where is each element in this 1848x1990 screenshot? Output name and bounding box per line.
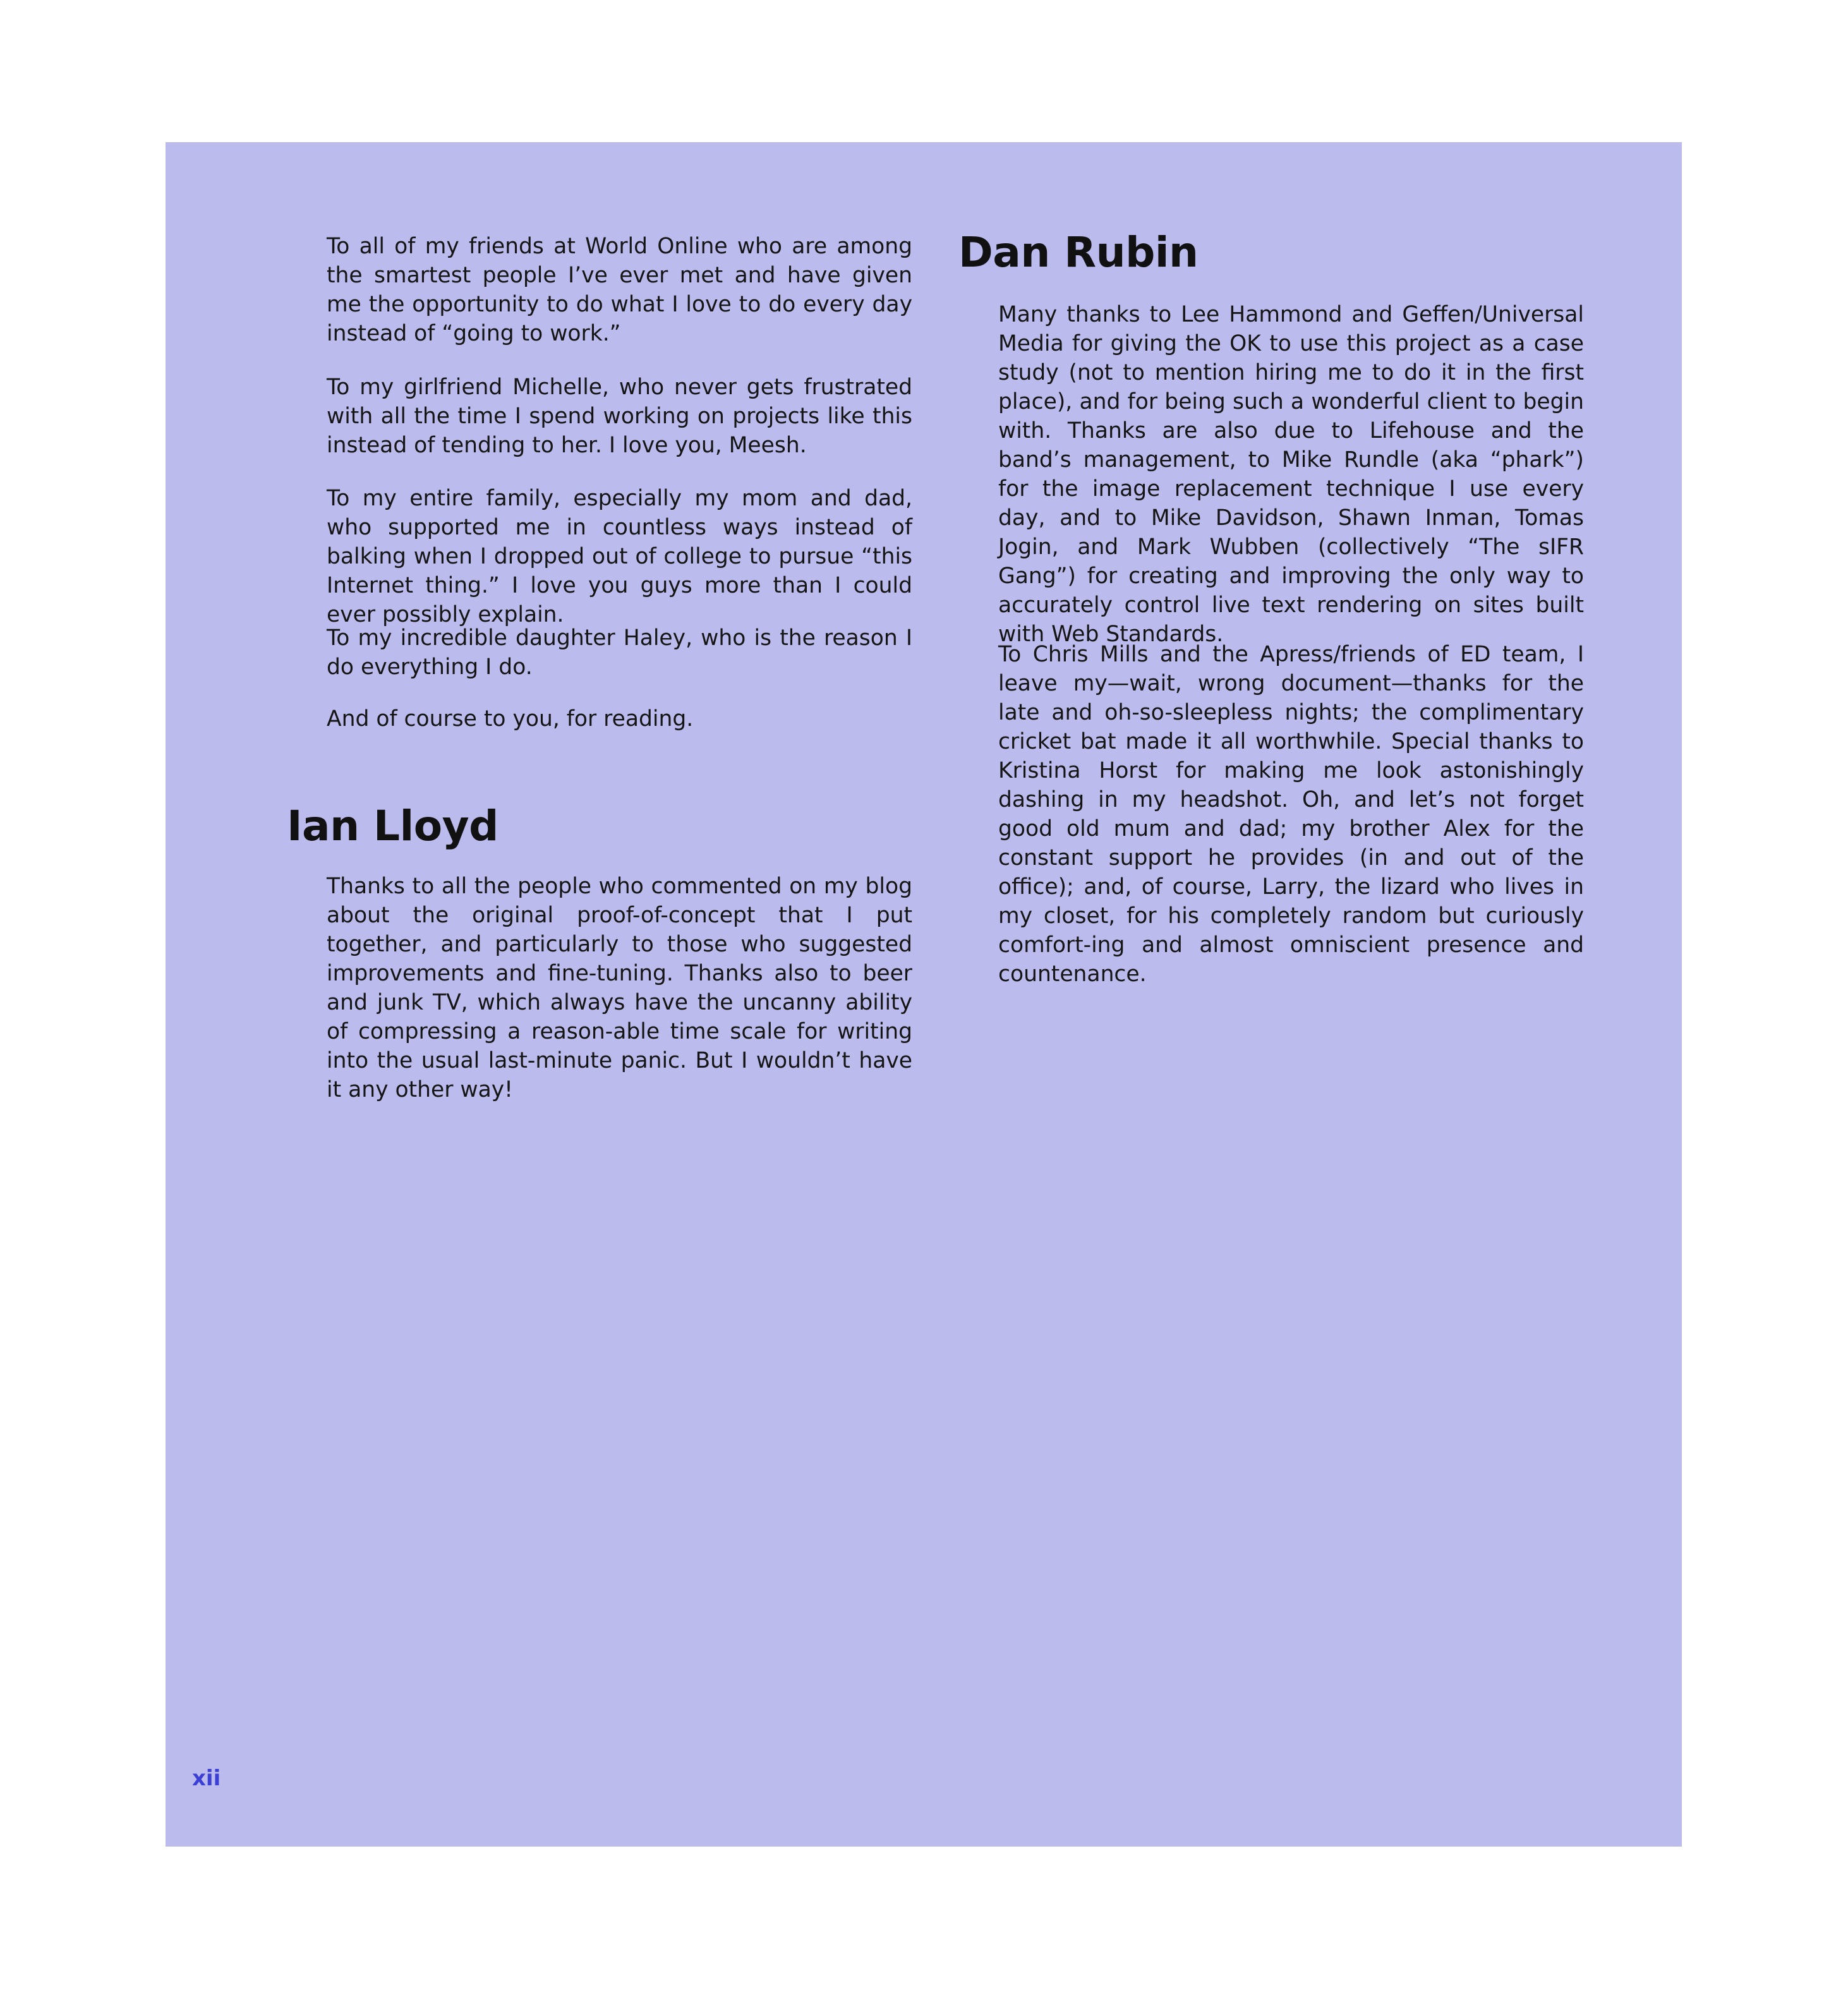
intro-paragraph-family: To my entire family, especially my mom and dad, who supported me in countless ways instead of balking when I dropped out of college to pursue “this Internet thing.” I love you guys more than I could ever possibly explain. xyxy=(327,486,912,627)
ian-lloyd-paragraph: Thanks to all the people who commented on my blog about the original proof-of-concept that I put together, and particularly to those who suggested improvements and fine-tuning. Thanks also to beer and junk TV, which always have the uncanny ability of compressing a reason-able time scale for writing into the usual last-minute panic. But I wouldn’t have it any other way! xyxy=(327,874,912,1102)
section-heading-ian-lloyd: Ian Lloyd xyxy=(287,802,498,850)
intro-paragraph-daughter: To my incredible daughter Haley, who is the reason I do everything I do. xyxy=(327,625,912,680)
dan-rubin-paragraph-apress: To Chris Mills and the Apress/friends of ED team, I leave my—wait, wrong document—thanks for the late and oh-so-sleepless nights; the complimentary cricket bat made it all worthwhile. Special thanks to Kristina Horst for making me look astonishingly dashing in my headshot. Oh, and let’s not forget good old mum and dad; my brother Alex for the constant support he provides (in and out of the office); and, of course, Larry, the lizard who lives in my closet, for his completely random but curiously comfort-ing and almost omniscient presence and countenance. xyxy=(998,642,1584,987)
intro-paragraph-world-online: To all of my friends at World Online who are among the smartest people I’ve ever met and have given me the opportunity to do what I love to do every day instead of “going to work.” xyxy=(327,234,912,346)
dan-rubin-paragraph-thanks: Many thanks to Lee Hammond and Geffen/Universal Media for giving the OK to use this project as a case study (not to mention hiring me to do it in the first place), and for being such a wonderful client to begin with. Thanks are also due to Lifehouse and the band’s management, to Mike Rundle (aka “phark”) for the image replacement technique I use every day, and to Mike Davidson, Shawn Inman, Tomas Jogin, and Mark Wubben (collectively “The sIFR Gang”) for creating and improving the only way to accurately control live text rendering on sites built with Web Standards. xyxy=(998,302,1584,647)
section-heading-dan-rubin: Dan Rubin xyxy=(958,228,1199,277)
intro-paragraph-reader: And of course to you, for reading. xyxy=(327,706,694,732)
intro-paragraph-girlfriend: To my girlfriend Michelle, who never gets frustrated with all the time I spend working on projects like this instead of tending to her. I love you, Meesh. xyxy=(327,375,912,458)
page-number: xii xyxy=(192,1766,221,1791)
book-page xyxy=(166,142,1682,1847)
